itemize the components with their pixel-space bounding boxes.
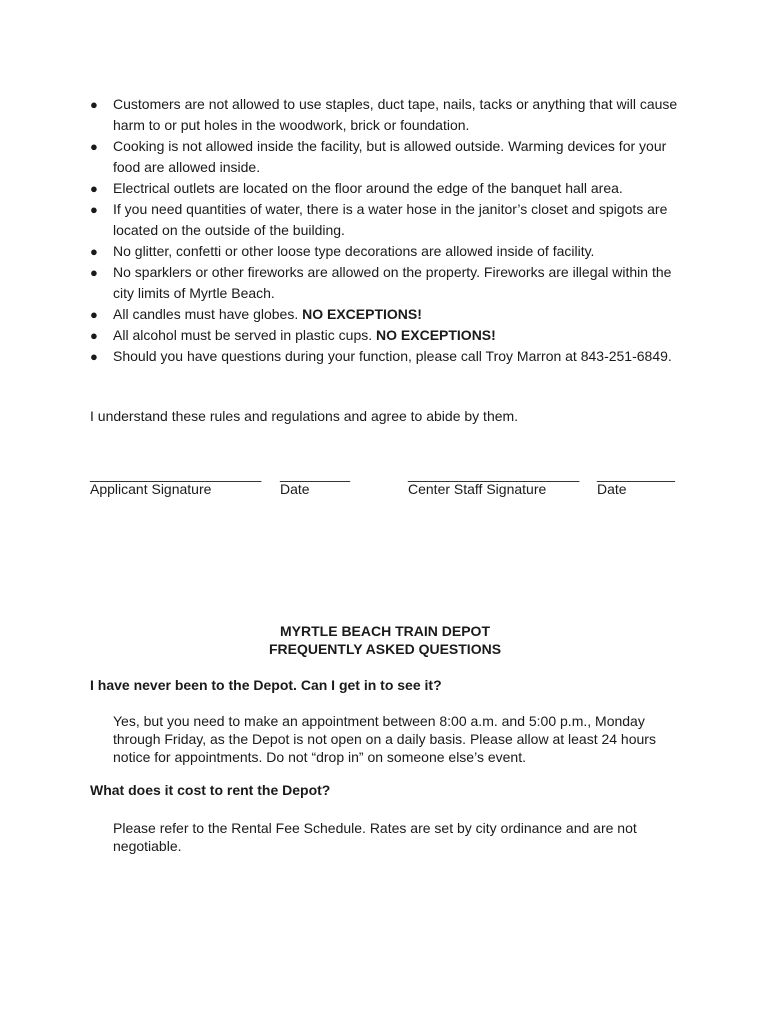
applicant-signature-label: Applicant Signature: [90, 481, 212, 497]
faq-question: What does it cost to rent the Depot?: [90, 782, 331, 798]
list-item: ● Cooking is not allowed inside the facility, but is allowed outside. Warming devices for your food are allowed inside.: [90, 138, 667, 175]
bullet-icon: ●: [90, 349, 98, 364]
bullet-icon: ●: [90, 265, 98, 280]
bullet-icon: ●: [90, 307, 98, 322]
staff-signature-label: Center Staff Signature: [408, 481, 547, 497]
faq-question: I have never been to the Depot. Can I get in to see it?: [90, 677, 442, 693]
faq-title: MYRTLE BEACH TRAIN DEPOT: [280, 623, 490, 639]
agreement-statement: I understand these rules and regulations and agree to abide by them.: [90, 408, 519, 424]
faq-answer: Please refer to the Rental Fee Schedule. Rates are set by city ordinance and are not negotiable.: [113, 820, 637, 854]
list-item: ● All candles must have globes. NO EXCEPTIONS!: [90, 304, 690, 325]
bullet-icon: ●: [90, 244, 98, 259]
staff-signature-line[interactable]: ______________________: [408, 466, 580, 482]
list-item: ● No sparklers or other fireworks are allowed on the property. Fireworks are illegal within the city limits of Myrtle Beach.: [90, 264, 672, 301]
bullet-icon: ●: [90, 181, 98, 196]
bullet-icon: ●: [90, 97, 98, 112]
applicant-date-label: Date: [280, 481, 310, 497]
bullet-icon: ●: [90, 202, 98, 217]
rules-list: [90, 94, 690, 367]
bullet-icon: ●: [90, 139, 98, 154]
list-item: ● All alcohol must be served in plastic cups. NO EXCEPTIONS!: [90, 325, 690, 346]
list-item: ● If you need quantities of water, there is a water hose in the janitor’s closet and spigots are located on the outside of the building.: [90, 201, 668, 238]
faq-subtitle: FREQUENTLY ASKED QUESTIONS: [268, 641, 502, 657]
faq-answer: Yes, but you need to make an appointment between 8:00 a.m. and 5:00 p.m., Monday through Friday, as the Depot is not open on a daily basis. Please allow at least 24 hours notice for appointments. Do not “drop in” on someone else’s event.: [113, 713, 656, 765]
list-item: ● Customers are not allowed to use staples, duct tape, nails, tacks or anything that will cause harm to or put holes in the woodwork, brick or foundation.: [90, 96, 678, 133]
staff-date-label: Date: [597, 481, 627, 497]
applicant-date-line[interactable]: _________: [280, 466, 351, 482]
list-item: ● Should you have questions during your function, please call Troy Marron at 843-251-6849.: [90, 346, 690, 367]
applicant-signature-line[interactable]: ______________________: [90, 466, 262, 482]
bullet-icon: ●: [90, 328, 98, 343]
staff-date-line[interactable]: __________: [597, 466, 675, 482]
list-item: ● No glitter, confetti or other loose type decorations are allowed inside of facility.: [90, 241, 690, 262]
list-item: ● Electrical outlets are located on the floor around the edge of the banquet hall area.: [90, 178, 690, 199]
